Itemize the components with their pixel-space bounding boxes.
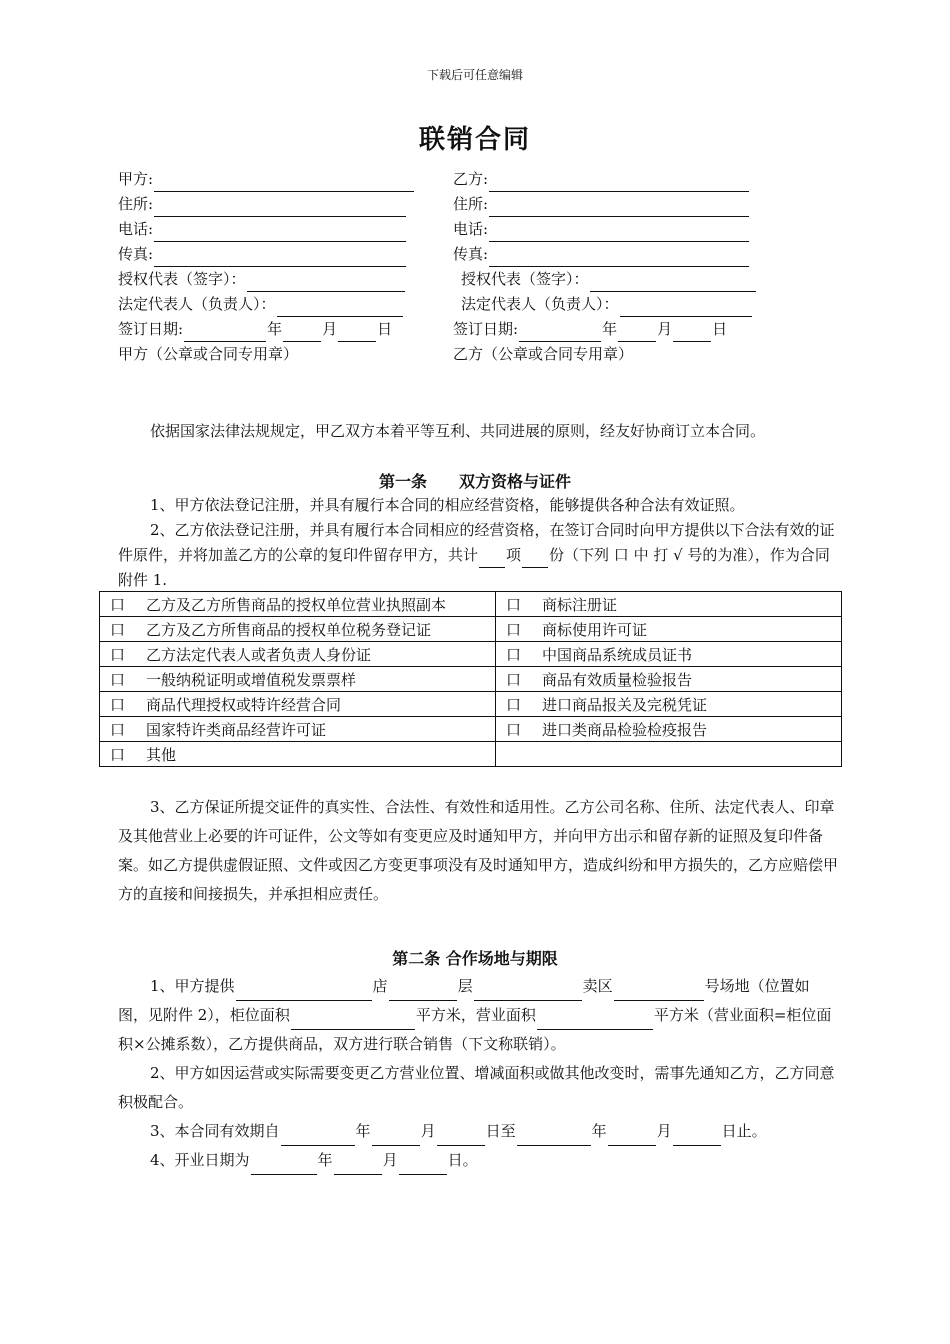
party-a-month-label: 月 [322,320,338,338]
certificate-label: 商品有效质量检验报告 [542,670,693,689]
item-count-field[interactable] [479,549,505,568]
checkbox[interactable]: 口 [110,745,126,764]
certificate-label: 国家特许类商品经营许可证 [146,720,327,739]
party-b-fax-field[interactable] [489,248,749,267]
certificate-label: 乙方及乙方所售商品的授权单位税务登记证 [146,620,432,639]
c4-month: 月 [382,1151,398,1169]
certificate-label: 一般纳税证明或增值税发票票样 [146,670,357,689]
certificate-row [100,742,842,767]
checkbox[interactable]: 口 [110,645,126,664]
clause-2-text-b: 项 [506,546,522,564]
certificate-cell-left [100,642,496,667]
party-b-sign-day-field[interactable] [673,323,711,342]
site-number-field[interactable] [614,982,704,1001]
certificate-cell-right [496,667,842,692]
store-field[interactable] [236,982,372,1001]
party-a-fax-label: 传真: [118,245,154,263]
certificate-label: 商品代理授权或特许经营合同 [146,695,342,714]
article-2-clause-2: 2、甲方如因运营或实际需要变更乙方营业位置、增减面积或做其他改变时，需事先通知乙方，乙方同意积极配合。 [118,1064,835,1111]
c1-text-7: 平方米（营业面积=柜位面积×公摊系数），乙方提供商品，双方进行联合销售（下文称联销）。 [118,1006,832,1053]
party-a-auth-rep-field[interactable] [247,273,405,292]
article-1-clause-2 [118,518,838,593]
certificate-cell-right [496,642,842,667]
party-a-sign-day-field[interactable] [338,323,376,342]
certificate-label: 乙方及乙方所售商品的授权单位营业执照副本 [146,595,447,614]
party-a-name-label: 甲方: [118,170,154,188]
certificate-cell-left [100,617,496,642]
checkbox[interactable]: 口 [110,620,126,639]
certificate-cell-right [496,592,842,617]
article-2-clause-1 [118,972,838,1059]
party-a-seal-label: 甲方（公章或合同专用章） [118,345,299,363]
party-b-address-label: 住所: [453,195,489,213]
certificate-cell-right [496,742,842,767]
checkbox[interactable]: 口 [506,645,522,664]
c1-text-6: 平方米，营业面积 [415,1006,536,1024]
header-note: 下载后可任意编辑 [426,68,523,82]
checkbox[interactable]: 口 [110,720,126,739]
certificate-cell-left [100,717,496,742]
opening-day-field[interactable] [399,1156,447,1175]
article-1-clause-3: 3、乙方保证所提交证件的真实性、合法性、有效性和适用性。乙方公司名称、住所、法定代表人、印章及其他营业上必要的许可证件，公文等如有变更应及时通知甲方，并向甲方出示和留存新的证照及复印件备案。如乙方提供虚假证照、文件或因乙方变更事项没有及时通知甲方，造成纠纷和甲方损失的，乙方应赔偿甲方的直接和间接损失，并承担相应责任。 [118,798,839,903]
c3-year-2: 年 [591,1122,607,1140]
certificate-row [100,617,842,642]
c1-text-1: 1、甲方提供 [150,977,235,995]
party-a-address-label: 住所: [118,195,154,213]
party-b-legal-rep-field[interactable] [620,298,752,317]
certificate-cell-right [496,717,842,742]
party-b-seal-label: 乙方（公章或合同专用章） [453,345,634,363]
c4-text-1: 4、开业日期为 [150,1151,250,1169]
certificate-label: 中国商品系统成员证书 [542,645,693,664]
term-start-day-field[interactable] [437,1127,485,1146]
party-b-year-label: 年 [602,320,618,338]
party-b-phone-field[interactable] [489,223,749,242]
article-2-title: 第二条 合作场地与期限 [392,949,558,968]
certificate-cell-left [100,667,496,692]
party-a-sign-date-label: 签订日期: [118,320,184,338]
party-a-day-label: 日 [377,320,393,338]
party-b-auth-rep-field[interactable] [590,273,756,292]
party-a-block [118,167,415,367]
party-b-block [453,167,757,367]
c1-text-3: 层 [457,977,473,995]
term-end-year-field[interactable] [517,1127,591,1146]
checkbox[interactable]: 口 [506,595,522,614]
party-a-address-field[interactable] [154,198,406,217]
checkbox[interactable]: 口 [506,720,522,739]
party-a-year-label: 年 [267,320,283,338]
party-a-name-field[interactable] [154,173,414,192]
c1-text-4: 卖区 [582,977,613,995]
term-end-day-field[interactable] [673,1127,721,1146]
article-2-clause-3 [118,1117,838,1146]
opening-month-field[interactable] [334,1156,382,1175]
c3-month-2: 月 [656,1122,672,1140]
sales-area-field[interactable] [474,982,582,1001]
term-start-month-field[interactable] [372,1127,420,1146]
certificate-row [100,667,842,692]
certificate-row [100,717,842,742]
counter-area-field[interactable] [291,1011,415,1030]
c1-text-2: 店 [372,977,388,995]
business-area-field[interactable] [537,1011,653,1030]
party-b-name-label: 乙方: [453,170,489,188]
contract-title: 联销合同 [418,125,531,155]
party-b-sign-year-field[interactable] [519,323,601,342]
certificate-row [100,592,842,617]
party-b-legal-rep-label: 法定代表人（负责人）： [461,295,619,313]
term-end-month-field[interactable] [608,1127,656,1146]
certificate-cell-left [100,742,496,767]
certificate-cell-right [496,617,842,642]
c1-text-5: 号场地（位置如图，见附件 2），柜位面积 [118,977,810,1024]
party-b-fax-label: 传真: [453,245,489,263]
checkbox[interactable]: 口 [506,620,522,639]
certificate-label: 进口类商品检验检疫报告 [542,720,708,739]
party-a-sign-month-field[interactable] [283,323,321,342]
certificate-cell-left [100,592,496,617]
c3-end: 日止。 [721,1122,767,1140]
party-b-day-label: 日 [712,320,728,338]
party-a-legal-rep-field[interactable] [277,298,403,317]
certificate-row [100,642,842,667]
certificate-label: 其他 [146,745,177,764]
certificate-table [99,591,842,767]
certificate-cell-left [100,692,496,717]
party-b-address-field[interactable] [489,198,749,217]
clause-2-text-c: 份（下列 口 中 打 √ 号的为准），作为合同附件 1. [118,546,830,589]
article-1-clause-1: 1、甲方依法登记注册，并具有履行本合同的相应经营资格，能够提供各种合法有效证照。 [150,496,745,514]
certificate-label: 商标注册证 [542,595,618,614]
c3-month: 月 [420,1122,436,1140]
party-a-phone-label: 电话: [118,220,154,238]
party-a-fax-field[interactable] [154,248,406,267]
checkbox[interactable]: 口 [506,670,522,689]
article-2-clause-4 [118,1146,838,1175]
checkbox[interactable]: 口 [506,695,522,714]
opening-year-field[interactable] [251,1156,317,1175]
party-b-sign-date-label: 签订日期: [453,320,519,338]
party-b-phone-label: 电话: [453,220,489,238]
floor-field[interactable] [389,982,457,1001]
checkbox[interactable]: 口 [110,695,126,714]
party-a-auth-rep-label: 授权代表（签字）： [118,270,246,288]
certificate-label: 乙方法定代表人或者负责人身份证 [146,645,372,664]
copy-count-field[interactable] [522,549,548,568]
party-b-name-field[interactable] [489,173,749,192]
preamble: 依据国家法律法规规定，甲乙双方本着平等互利、共同进展的原则，经友好协商订立本合同。 [150,422,766,440]
certificate-row [100,692,842,717]
checkbox[interactable]: 口 [110,670,126,689]
c3-year: 年 [355,1122,371,1140]
party-a-sign-year-field[interactable] [184,323,266,342]
certificate-label: 进口商品报关及完税凭证 [542,695,708,714]
c4-year: 年 [317,1151,333,1169]
party-a-legal-rep-label: 法定代表人（负责人）： [118,295,276,313]
c4-end: 日。 [447,1151,478,1169]
certificate-cell-right [496,692,842,717]
article-1-title: 第一条 双方资格与证件 [378,472,571,491]
party-b-month-label: 月 [657,320,673,338]
c3-text-1: 3、本合同有效期自 [150,1122,280,1140]
c3-day-to: 日至 [485,1122,516,1140]
party-b-auth-rep-label: 授权代表（签字）： [461,270,589,288]
clause-2-text-a: 2、乙方依法登记注册，并具有履行本合同相应的经营资格，在签订合同时向甲方提供以下合法有效的证件原件，并将加盖乙方的公章的复印件留存甲方，共计 [118,521,835,564]
certificate-label: 商标使用许可证 [542,620,648,639]
party-a-phone-field[interactable] [154,223,406,242]
party-b-sign-month-field[interactable] [618,323,656,342]
term-start-year-field[interactable] [281,1127,355,1146]
checkbox[interactable]: 口 [110,595,126,614]
